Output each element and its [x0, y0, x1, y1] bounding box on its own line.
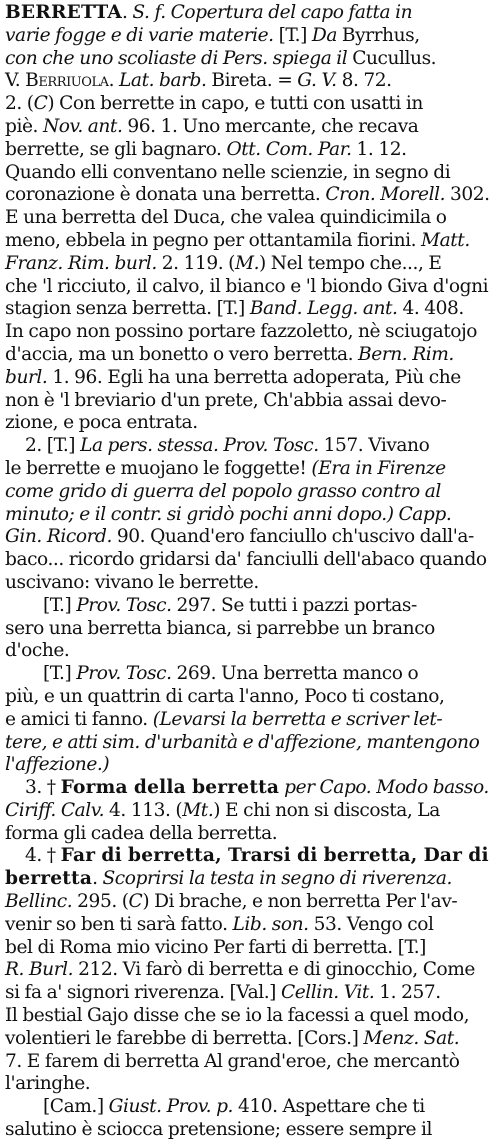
text-segment: In capo non possino portare fazzoletto, nè sciugatojo: [5, 321, 478, 343]
italic-text: C: [33, 93, 48, 115]
bold-term: Forma della berretta: [60, 777, 280, 799]
italic-text: Cron. Morell.: [325, 184, 446, 206]
text-line: [5, 663, 469, 686]
text-line: [5, 1073, 469, 1096]
text-line: [5, 1096, 469, 1119]
text-segment: 7. E farem di berretta Al grand'eroe, che mercantò: [5, 1050, 460, 1072]
text-segment: ) Con berrette in capo, e tutti con usatti in: [47, 93, 423, 115]
italic-text: Da: [311, 24, 337, 46]
text-segment: 157. Vivano: [318, 435, 430, 457]
text-line: [5, 959, 475, 982]
italic-text: Prov. Tosc.: [76, 663, 172, 685]
text-segment: .: [121, 2, 133, 23]
text-segment: non è 'l breviario d'un prete, Ch'abbia assai devo-: [5, 389, 447, 411]
text-segment: 8. 72.: [336, 70, 392, 92]
text-segment: che 'l ricciuto, il calvo, il bianco e 'l biondo Giva d'ogni: [5, 275, 489, 297]
text-segment: 4. 408.: [397, 298, 464, 320]
italic-text: Cellin. Vit.: [280, 982, 375, 1004]
italic-text: Matt.: [421, 229, 470, 251]
text-segment: uscivano: vivano le berrette.: [5, 571, 259, 593]
text-line: [5, 48, 469, 71]
text-segment: 4. 113. (: [104, 799, 183, 821]
bold-term: BERRETTA: [5, 2, 122, 23]
text-segment: [T.]: [43, 663, 77, 685]
text-line: [5, 1051, 469, 1074]
text-line: [5, 618, 469, 641]
italic-text: Ott. Com. Par.: [226, 138, 352, 160]
bold-term: Far di berretta, Trarsi di berretta, Dar di: [60, 845, 489, 867]
text-line: [5, 731, 480, 755]
text-segment: 269. Una berretta manco o: [171, 663, 419, 685]
text-segment: forma gli cadea della berretta.: [5, 822, 278, 844]
text-segment: ) Di brache, e non berretta Per l'av-: [142, 891, 458, 913]
text-line: [5, 321, 478, 344]
text-line: [5, 982, 469, 1005]
text-segment: coronazione è donata una berretta.: [5, 184, 326, 206]
text-segment: stagion senza berretta. [T.]: [5, 298, 250, 320]
text-line: [5, 184, 490, 207]
italic-text: Bellinc.: [5, 891, 73, 913]
text-line: [5, 1119, 469, 1142]
italic-text: Giust. Prov. p.: [108, 1096, 234, 1118]
text-segment: Il bestial Gajo disse che se io la facessi a quel modo,: [5, 1005, 470, 1027]
text-segment: 53. Vengo col: [308, 913, 434, 935]
text-line: [5, 481, 469, 504]
text-segment: più, e un quattrin di carta l'anno, Poco ti costano,: [5, 685, 445, 707]
italic-text: per Capo. Modo basso.: [284, 777, 489, 799]
italic-text: (Levarsi la berretta e scriver let-: [152, 708, 443, 730]
sense-2: [5, 435, 487, 595]
text-segment: 2. (: [5, 93, 34, 115]
text-line: [5, 162, 469, 185]
text-segment: 295. (: [72, 891, 129, 913]
italic-text: minuto; e il contr. si gridò pochi anni dopo.): [5, 503, 394, 525]
text-line: [5, 93, 469, 116]
text-segment: 96. 1. Uno mercante, che recava: [122, 115, 419, 137]
text-line: [5, 640, 469, 663]
bold-term: berretta: [5, 868, 93, 890]
italic-text: Nov. ant.: [42, 115, 123, 137]
text-line: [5, 116, 469, 139]
text-line: [5, 1028, 469, 1051]
text-segment: 297. Se tutti i pazzi portas-: [171, 594, 417, 616]
italic-text: M.: [234, 252, 260, 274]
text-line: [5, 709, 469, 732]
text-segment: 90. Quand'ero fanciullo ch'uscivo dall'a-: [111, 526, 474, 548]
sense-3: [5, 777, 489, 845]
italic-text: Gin. Ricord.: [5, 526, 112, 548]
text-segment: Quando elli conventano nelle scienzie, in segno di: [5, 161, 451, 183]
text-line: [5, 367, 469, 390]
text-segment: 302.: [445, 184, 490, 206]
text-line: [5, 914, 469, 937]
entry-definition: [5, 2, 490, 435]
small-caps-text: Berriuola: [25, 70, 109, 92]
text-segment: venir so ben ti sarà fatto.: [5, 913, 233, 935]
text-segment: berrette, se gli bagnaro.: [5, 138, 227, 160]
text-segment: 410. Aspettare che ti: [233, 1096, 425, 1118]
text-line: [5, 25, 469, 48]
text-segment: Bireta. =: [206, 70, 298, 92]
italic-text: varie fogge e di varie materie.: [5, 24, 274, 46]
italic-text: Ciriff. Calv.: [5, 799, 105, 821]
text-segment: [T.]: [273, 24, 312, 46]
text-segment: .: [92, 868, 103, 890]
text-line: [5, 823, 469, 846]
text-segment: 2. [T.]: [25, 435, 81, 457]
text-line: [5, 526, 474, 549]
text-segment: E una berretta del Duca, che valea quindicimila o: [5, 207, 447, 229]
text-line: [5, 891, 469, 914]
text-segment: volentieri le farebbe di berretta. [Cors.]: [5, 1027, 364, 1049]
italic-text: Menz. Sat.: [363, 1027, 460, 1049]
text-segment: V.: [5, 70, 26, 92]
italic-text: G. V.: [297, 70, 337, 92]
text-line: [5, 868, 469, 891]
text-line: [5, 937, 469, 960]
italic-text: burl.: [5, 366, 48, 388]
sense-2-example-2: [5, 663, 480, 777]
text-segment: ) Nel tempo che..., E: [259, 252, 442, 274]
italic-text: con che uno scoliaste di Pers. spiega il: [5, 47, 348, 69]
text-segment: e amici ti fanno.: [5, 708, 153, 730]
text-line: [5, 595, 469, 618]
text-line: [5, 800, 469, 823]
text-line: [5, 139, 469, 162]
text-line: [5, 253, 469, 276]
text-segment: d'oche.: [5, 640, 70, 662]
italic-text: l'affezione.): [5, 754, 110, 776]
text-segment: ) E chi non si discosta, La: [213, 799, 440, 821]
italic-text: S. f. Copertura del capo fatta in: [132, 2, 413, 23]
text-line: [5, 777, 489, 800]
italic-text: Band. Legg. ant.: [249, 298, 398, 320]
text-segment: 3. †: [25, 777, 61, 799]
italic-text: come grido di guerra del popolo grasso contro al: [5, 480, 441, 502]
text-line: [5, 845, 489, 868]
text-segment: salutino è sciocca pretensione; essere sempre il: [5, 1119, 433, 1141]
text-line: [5, 686, 469, 709]
text-segment: 1. 96. Egli ha una berretta adoperata, Più che: [47, 366, 461, 388]
italic-text: Lib. son.: [232, 913, 309, 935]
text-line: [5, 70, 469, 93]
text-segment: d'accia, ma un bonetto o vero berretta.: [5, 343, 359, 365]
text-line: [5, 207, 469, 230]
text-segment: 4. †: [25, 845, 61, 867]
text-line: [5, 2, 469, 25]
text-segment: piè.: [5, 115, 43, 137]
text-segment: Byrrhus,: [336, 24, 420, 46]
text-line: [5, 275, 489, 299]
text-line: [5, 230, 469, 253]
italic-text: C: [128, 891, 143, 913]
text-segment: sero una berretta bianca, si parrebbe un branco: [5, 617, 435, 639]
text-segment: meno, ebbela in pegno per ottantamila fiorini.: [5, 229, 422, 251]
italic-text: Prov. Tosc.: [76, 594, 172, 616]
text-line: [5, 344, 469, 367]
italic-text: (Era in Firenze: [311, 457, 446, 479]
sense-2-example-1: [5, 595, 469, 663]
italic-text: Capp.: [398, 503, 452, 525]
text-line: [5, 390, 469, 413]
text-line: [5, 754, 469, 777]
text-segment: bel di Roma mio vicino Per farti di berretta. [T.]: [5, 936, 426, 958]
text-segment: zione, e poca entrata.: [5, 412, 198, 434]
text-segment: 1. 257.: [374, 982, 441, 1004]
text-line: [5, 572, 469, 595]
sense-4-example: [5, 1096, 469, 1142]
text-segment: le berrette e muojano le foggette!: [5, 457, 312, 479]
text-line: [5, 458, 469, 481]
text-line: [5, 1005, 469, 1028]
italic-text: Franz. Rim. burl.: [5, 252, 157, 274]
text-segment: .: [108, 70, 120, 92]
text-line: [5, 412, 469, 435]
italic-text: R. Burl.: [5, 959, 74, 981]
text-segment: 2. 119. (: [156, 252, 235, 274]
text-line: [5, 298, 469, 321]
text-segment: [Cam.]: [43, 1096, 109, 1118]
italic-text: Lat. barb.: [119, 70, 207, 92]
text-segment: l'aringhe.: [5, 1073, 91, 1095]
text-segment: si fa a' signori riverenza. [Val.]: [5, 982, 281, 1004]
text-segment: 1. 12.: [351, 138, 407, 160]
text-segment: baco... ricordo gridarsi da' fanciulli dell'abaco quando: [5, 549, 487, 571]
italic-text: Mt.: [182, 799, 214, 821]
text-segment: [T.]: [43, 594, 77, 616]
italic-text: Scoprirsi la testa in segno di riverenza.: [102, 868, 452, 890]
italic-text: Bern. Rim.: [358, 343, 454, 365]
text-line: [5, 549, 487, 572]
text-segment: 212. Vi farò di berretta e di ginocchio, Come: [73, 959, 475, 981]
italic-text: tere, e atti sim. d'urbanità e d'affezione, mantengono: [5, 731, 480, 753]
text-segment: Cucullus.: [347, 47, 437, 69]
italic-text: La pers. stessa. Prov. Tosc.: [80, 435, 319, 457]
text-line: [5, 504, 469, 527]
text-line: [5, 435, 469, 458]
sense-4: [5, 845, 489, 1096]
